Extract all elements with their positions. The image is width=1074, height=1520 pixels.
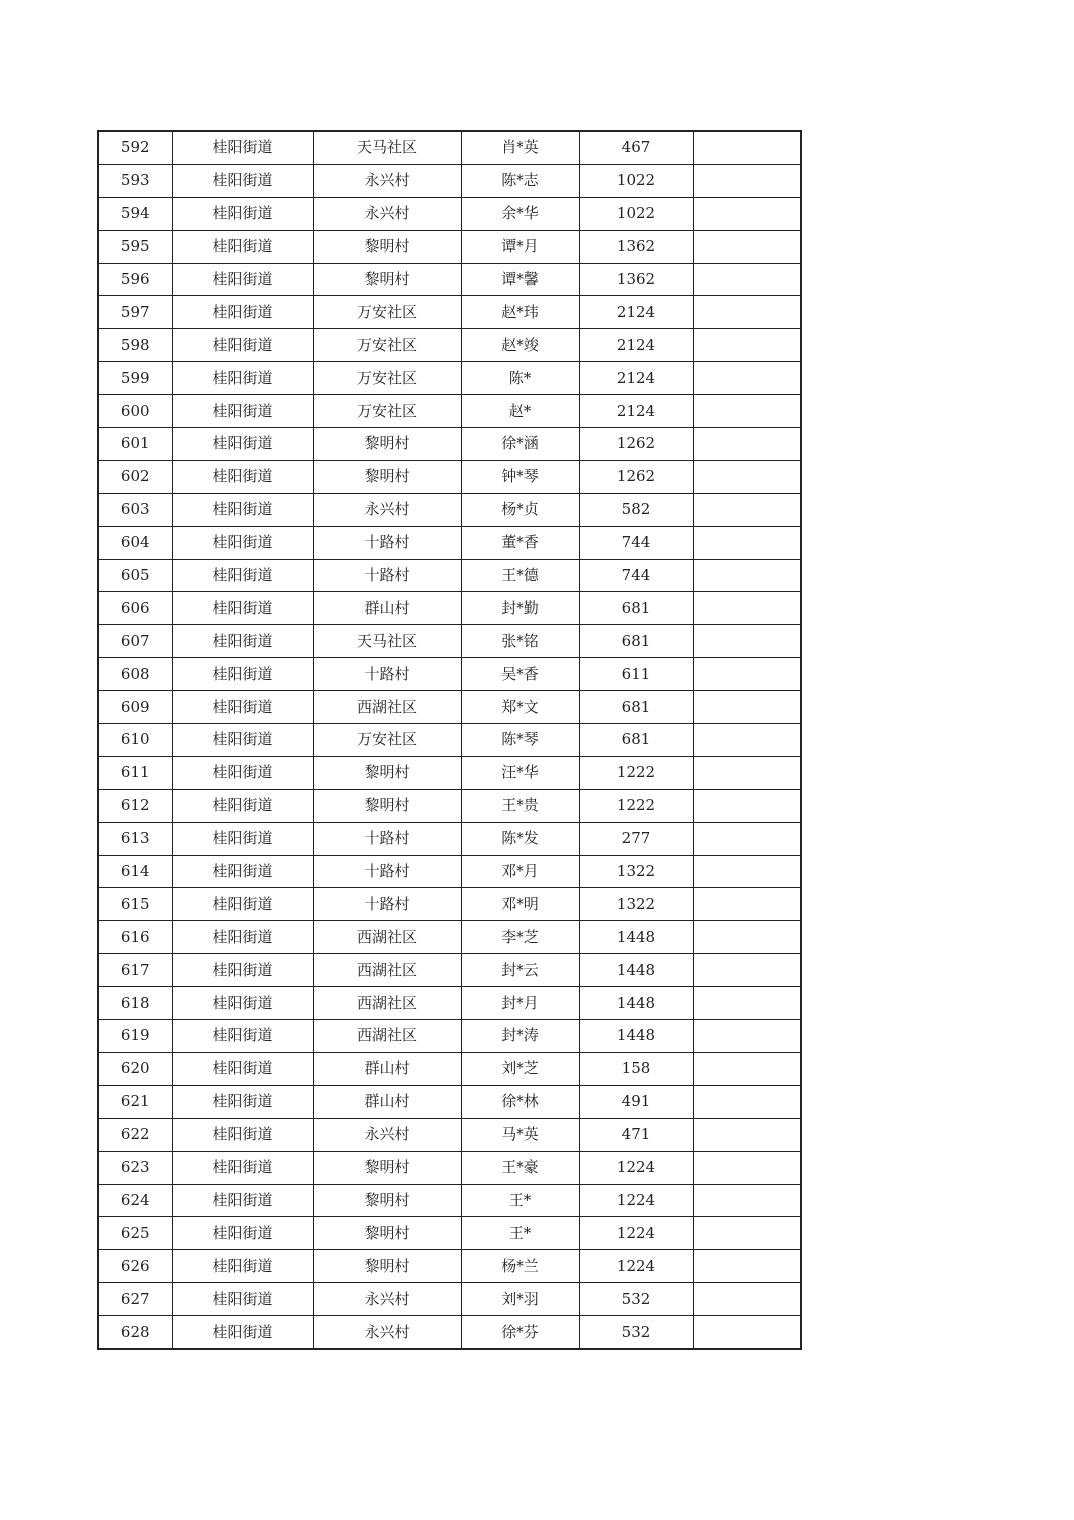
amount-cell: 471 (579, 1118, 693, 1151)
name-cell: 钟*琴 (461, 460, 579, 493)
amount-cell: 2124 (579, 362, 693, 395)
table-row (98, 460, 801, 493)
community-cell: 万安社区 (313, 395, 461, 428)
community-cell: 群山村 (313, 1085, 461, 1118)
amount-cell: 1322 (579, 855, 693, 888)
row-number-cell: 595 (98, 230, 172, 263)
street-cell: 桂阳街道 (172, 987, 313, 1020)
row-number-cell: 601 (98, 428, 172, 461)
remark-cell (693, 1085, 801, 1118)
remark-cell (693, 855, 801, 888)
row-number-cell: 625 (98, 1217, 172, 1250)
community-cell: 永兴村 (313, 1118, 461, 1151)
community-cell: 群山村 (313, 592, 461, 625)
street-cell: 桂阳街道 (172, 526, 313, 559)
remark-cell (693, 1283, 801, 1316)
amount-cell: 1224 (579, 1184, 693, 1217)
street-cell: 桂阳街道 (172, 131, 313, 164)
remark-cell (693, 263, 801, 296)
name-cell: 董*香 (461, 526, 579, 559)
table-row (98, 822, 801, 855)
name-cell: 陈*志 (461, 164, 579, 197)
amount-cell: 1022 (579, 197, 693, 230)
remark-cell (693, 329, 801, 362)
row-number-cell: 611 (98, 756, 172, 789)
community-cell: 万安社区 (313, 724, 461, 757)
community-cell: 西湖社区 (313, 987, 461, 1020)
table-row (98, 428, 801, 461)
row-number-cell: 620 (98, 1052, 172, 1085)
row-number-cell: 621 (98, 1085, 172, 1118)
table-row (98, 1151, 801, 1184)
community-cell: 十路村 (313, 559, 461, 592)
name-cell: 封*月 (461, 987, 579, 1020)
table-row (98, 263, 801, 296)
street-cell: 桂阳街道 (172, 362, 313, 395)
street-cell: 桂阳街道 (172, 329, 313, 362)
name-cell: 邓*月 (461, 855, 579, 888)
row-number-cell: 609 (98, 691, 172, 724)
community-cell: 十路村 (313, 526, 461, 559)
table-row (98, 987, 801, 1020)
community-cell: 黎明村 (313, 789, 461, 822)
street-cell: 桂阳街道 (172, 855, 313, 888)
table-row (98, 592, 801, 625)
table-row (98, 164, 801, 197)
name-cell: 吴*香 (461, 658, 579, 691)
row-number-cell: 612 (98, 789, 172, 822)
remark-cell (693, 428, 801, 461)
amount-cell: 1224 (579, 1151, 693, 1184)
name-cell: 王*德 (461, 559, 579, 592)
name-cell: 王*豪 (461, 1151, 579, 1184)
name-cell: 邓*明 (461, 888, 579, 921)
street-cell: 桂阳街道 (172, 395, 313, 428)
name-cell: 郑*文 (461, 691, 579, 724)
row-number-cell: 619 (98, 1020, 172, 1053)
street-cell: 桂阳街道 (172, 296, 313, 329)
table-row (98, 296, 801, 329)
row-number-cell: 607 (98, 625, 172, 658)
community-cell: 十路村 (313, 822, 461, 855)
name-cell: 陈*发 (461, 822, 579, 855)
community-cell: 十路村 (313, 658, 461, 691)
row-number-cell: 606 (98, 592, 172, 625)
community-cell: 黎明村 (313, 1250, 461, 1283)
table-row (98, 1052, 801, 1085)
remark-cell (693, 691, 801, 724)
community-cell: 黎明村 (313, 230, 461, 263)
name-cell: 杨*兰 (461, 1250, 579, 1283)
amount-cell: 681 (579, 724, 693, 757)
amount-cell: 1222 (579, 756, 693, 789)
table-row (98, 625, 801, 658)
row-number-cell: 618 (98, 987, 172, 1020)
row-number-cell: 614 (98, 855, 172, 888)
amount-cell: 1448 (579, 1020, 693, 1053)
street-cell: 桂阳街道 (172, 592, 313, 625)
amount-cell: 744 (579, 559, 693, 592)
row-number-cell: 626 (98, 1250, 172, 1283)
row-number-cell: 596 (98, 263, 172, 296)
name-cell: 汪*华 (461, 756, 579, 789)
remark-cell (693, 756, 801, 789)
table-row (98, 559, 801, 592)
remark-cell (693, 724, 801, 757)
remark-cell (693, 230, 801, 263)
name-cell: 刘*羽 (461, 1283, 579, 1316)
amount-cell: 1448 (579, 987, 693, 1020)
row-number-cell: 615 (98, 888, 172, 921)
table-row (98, 1184, 801, 1217)
table-row (98, 197, 801, 230)
remark-cell (693, 296, 801, 329)
name-cell: 谭*馨 (461, 263, 579, 296)
remark-cell (693, 1184, 801, 1217)
remark-cell (693, 164, 801, 197)
community-cell: 十路村 (313, 888, 461, 921)
street-cell: 桂阳街道 (172, 197, 313, 230)
amount-cell: 2124 (579, 296, 693, 329)
amount-cell: 158 (579, 1052, 693, 1085)
table-row (98, 691, 801, 724)
table-row (98, 1085, 801, 1118)
amount-cell: 1322 (579, 888, 693, 921)
row-number-cell: 616 (98, 921, 172, 954)
row-number-cell: 613 (98, 822, 172, 855)
remark-cell (693, 888, 801, 921)
remark-cell (693, 658, 801, 691)
table-row (98, 493, 801, 526)
table-row (98, 395, 801, 428)
amount-cell: 1224 (579, 1217, 693, 1250)
community-cell: 永兴村 (313, 493, 461, 526)
street-cell: 桂阳街道 (172, 1217, 313, 1250)
table-row (98, 1316, 801, 1349)
row-number-cell: 617 (98, 954, 172, 987)
community-cell: 西湖社区 (313, 921, 461, 954)
street-cell: 桂阳街道 (172, 559, 313, 592)
remark-cell (693, 954, 801, 987)
amount-cell: 532 (579, 1316, 693, 1349)
row-number-cell: 604 (98, 526, 172, 559)
remark-cell (693, 526, 801, 559)
table-row (98, 724, 801, 757)
remark-cell (693, 789, 801, 822)
table-row (98, 131, 801, 164)
street-cell: 桂阳街道 (172, 658, 313, 691)
row-number-cell: 605 (98, 559, 172, 592)
name-cell: 肖*英 (461, 131, 579, 164)
amount-cell: 2124 (579, 395, 693, 428)
community-cell: 黎明村 (313, 1151, 461, 1184)
amount-cell: 1022 (579, 164, 693, 197)
amount-cell: 277 (579, 822, 693, 855)
amount-cell: 1262 (579, 460, 693, 493)
amount-cell: 2124 (579, 329, 693, 362)
street-cell: 桂阳街道 (172, 1316, 313, 1349)
name-cell: 余*华 (461, 197, 579, 230)
remark-cell (693, 1052, 801, 1085)
street-cell: 桂阳街道 (172, 789, 313, 822)
name-cell: 陈* (461, 362, 579, 395)
amount-cell: 1362 (579, 230, 693, 263)
remark-cell (693, 460, 801, 493)
row-number-cell: 594 (98, 197, 172, 230)
amount-cell: 681 (579, 625, 693, 658)
row-number-cell: 624 (98, 1184, 172, 1217)
amount-cell: 1224 (579, 1250, 693, 1283)
amount-cell: 744 (579, 526, 693, 559)
remark-cell (693, 1316, 801, 1349)
table-row (98, 1283, 801, 1316)
row-number-cell: 603 (98, 493, 172, 526)
name-cell: 封*勤 (461, 592, 579, 625)
street-cell: 桂阳街道 (172, 888, 313, 921)
amount-cell: 681 (579, 592, 693, 625)
name-cell: 封*涛 (461, 1020, 579, 1053)
remark-cell (693, 1151, 801, 1184)
table-row (98, 362, 801, 395)
name-cell: 封*云 (461, 954, 579, 987)
amount-cell: 681 (579, 691, 693, 724)
amount-cell: 582 (579, 493, 693, 526)
name-cell: 张*铭 (461, 625, 579, 658)
table-row (98, 329, 801, 362)
community-cell: 群山村 (313, 1052, 461, 1085)
remark-cell (693, 559, 801, 592)
street-cell: 桂阳街道 (172, 1151, 313, 1184)
row-number-cell: 592 (98, 131, 172, 164)
table-row (98, 789, 801, 822)
row-number-cell: 593 (98, 164, 172, 197)
community-cell: 黎明村 (313, 460, 461, 493)
remark-cell (693, 197, 801, 230)
table-row (98, 658, 801, 691)
remark-cell (693, 131, 801, 164)
street-cell: 桂阳街道 (172, 756, 313, 789)
community-cell: 西湖社区 (313, 1020, 461, 1053)
amount-cell: 1448 (579, 921, 693, 954)
amount-cell: 532 (579, 1283, 693, 1316)
street-cell: 桂阳街道 (172, 1283, 313, 1316)
row-number-cell: 610 (98, 724, 172, 757)
table-row (98, 1250, 801, 1283)
name-cell: 赵*玮 (461, 296, 579, 329)
community-cell: 西湖社区 (313, 691, 461, 724)
table-body (98, 131, 801, 1349)
name-cell: 陈*琴 (461, 724, 579, 757)
name-cell: 王*贵 (461, 789, 579, 822)
name-cell: 徐*林 (461, 1085, 579, 1118)
name-cell: 徐*芬 (461, 1316, 579, 1349)
community-cell: 黎明村 (313, 1184, 461, 1217)
amount-cell: 1262 (579, 428, 693, 461)
remark-cell (693, 1250, 801, 1283)
table-row (98, 954, 801, 987)
table-row (98, 921, 801, 954)
street-cell: 桂阳街道 (172, 460, 313, 493)
street-cell: 桂阳街道 (172, 428, 313, 461)
street-cell: 桂阳街道 (172, 1085, 313, 1118)
row-number-cell: 622 (98, 1118, 172, 1151)
remark-cell (693, 493, 801, 526)
amount-cell: 491 (579, 1085, 693, 1118)
remark-cell (693, 625, 801, 658)
community-cell: 永兴村 (313, 164, 461, 197)
name-cell: 李*芝 (461, 921, 579, 954)
name-cell: 徐*涵 (461, 428, 579, 461)
street-cell: 桂阳街道 (172, 1020, 313, 1053)
street-cell: 桂阳街道 (172, 625, 313, 658)
amount-cell: 1448 (579, 954, 693, 987)
row-number-cell: 602 (98, 460, 172, 493)
name-cell: 赵* (461, 395, 579, 428)
community-cell: 永兴村 (313, 1316, 461, 1349)
street-cell: 桂阳街道 (172, 164, 313, 197)
street-cell: 桂阳街道 (172, 954, 313, 987)
row-number-cell: 628 (98, 1316, 172, 1349)
community-cell: 万安社区 (313, 362, 461, 395)
remark-cell (693, 362, 801, 395)
amount-cell: 467 (579, 131, 693, 164)
name-cell: 赵*竣 (461, 329, 579, 362)
community-cell: 万安社区 (313, 329, 461, 362)
street-cell: 桂阳街道 (172, 1052, 313, 1085)
data-table (97, 130, 802, 1350)
row-number-cell: 597 (98, 296, 172, 329)
name-cell: 杨*贞 (461, 493, 579, 526)
community-cell: 黎明村 (313, 1217, 461, 1250)
community-cell: 天马社区 (313, 131, 461, 164)
name-cell: 刘*芝 (461, 1052, 579, 1085)
table-row (98, 888, 801, 921)
community-cell: 永兴村 (313, 1283, 461, 1316)
community-cell: 永兴村 (313, 197, 461, 230)
community-cell: 万安社区 (313, 296, 461, 329)
street-cell: 桂阳街道 (172, 822, 313, 855)
remark-cell (693, 822, 801, 855)
community-cell: 黎明村 (313, 428, 461, 461)
row-number-cell: 608 (98, 658, 172, 691)
street-cell: 桂阳街道 (172, 1250, 313, 1283)
table-row (98, 1020, 801, 1053)
remark-cell (693, 1217, 801, 1250)
table-row (98, 1217, 801, 1250)
table-row (98, 230, 801, 263)
row-number-cell: 600 (98, 395, 172, 428)
row-number-cell: 623 (98, 1151, 172, 1184)
row-number-cell: 599 (98, 362, 172, 395)
name-cell: 王* (461, 1217, 579, 1250)
street-cell: 桂阳街道 (172, 724, 313, 757)
street-cell: 桂阳街道 (172, 263, 313, 296)
remark-cell (693, 921, 801, 954)
table-row (98, 1118, 801, 1151)
remark-cell (693, 592, 801, 625)
name-cell: 谭*月 (461, 230, 579, 263)
street-cell: 桂阳街道 (172, 1184, 313, 1217)
name-cell: 马*英 (461, 1118, 579, 1151)
community-cell: 黎明村 (313, 756, 461, 789)
amount-cell: 1222 (579, 789, 693, 822)
street-cell: 桂阳街道 (172, 230, 313, 263)
remark-cell (693, 395, 801, 428)
community-cell: 天马社区 (313, 625, 461, 658)
street-cell: 桂阳街道 (172, 691, 313, 724)
community-cell: 黎明村 (313, 263, 461, 296)
community-cell: 西湖社区 (313, 954, 461, 987)
amount-cell: 611 (579, 658, 693, 691)
community-cell: 十路村 (313, 855, 461, 888)
remark-cell (693, 987, 801, 1020)
remark-cell (693, 1118, 801, 1151)
row-number-cell: 598 (98, 329, 172, 362)
table-row (98, 855, 801, 888)
row-number-cell: 627 (98, 1283, 172, 1316)
street-cell: 桂阳街道 (172, 493, 313, 526)
amount-cell: 1362 (579, 263, 693, 296)
street-cell: 桂阳街道 (172, 1118, 313, 1151)
table-row (98, 526, 801, 559)
name-cell: 王* (461, 1184, 579, 1217)
remark-cell (693, 1020, 801, 1053)
table-row (98, 756, 801, 789)
street-cell: 桂阳街道 (172, 921, 313, 954)
